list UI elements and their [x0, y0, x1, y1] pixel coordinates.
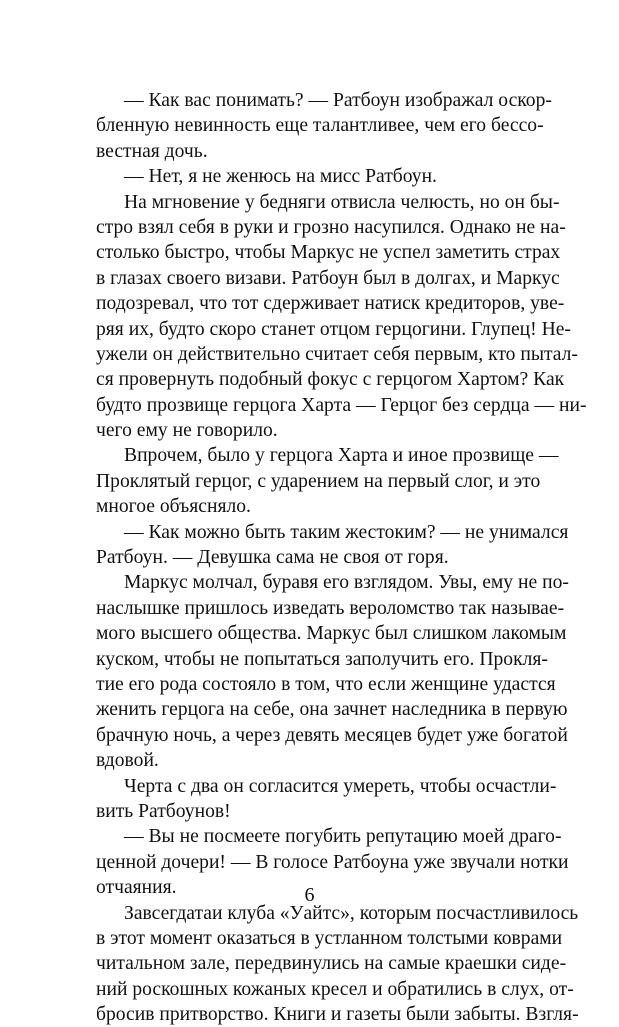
- text-line: бленную невинность еще талантливее, чем его бессо-: [96, 113, 527, 138]
- text-line: ценной дочери! — В голосе Ратбоуна уже звучали нотки: [96, 850, 527, 875]
- text-line: ся провернуть подобный фокус с герцогом Хартом? Как: [96, 367, 527, 392]
- text-line: вдовой.: [96, 748, 527, 773]
- paragraph-7: [96, 774, 527, 825]
- paragraph-5: [96, 520, 527, 571]
- text-line: куском, чтобы не попытаться заполучить его. Прокля-: [96, 647, 527, 672]
- text-line: женить герцога на себе, она зачнет наследника в первую: [96, 697, 527, 722]
- text-line: ужели он действительно считает себя первым, кто пытал-: [96, 342, 527, 367]
- text-line: чего ему не говорило.: [96, 418, 527, 443]
- text-line: На мгновение у бедняги отвисла челюсть, но он бы-: [96, 190, 527, 215]
- text-line: многое объясняло.: [96, 494, 527, 519]
- text-line: — Нет, я не женюсь на мисс Ратбоун.: [96, 164, 527, 189]
- paragraph-2: [96, 164, 527, 189]
- paragraph-6: [96, 570, 527, 773]
- text-line: отчаяния.: [96, 875, 527, 900]
- text-line: подозревал, что тот сдерживает натиск кредиторов, уве-: [96, 291, 527, 316]
- paragraph-9: [96, 901, 527, 1027]
- text-line: вить Ратбоунов!: [96, 799, 527, 824]
- text-line: в глазах своего визави. Ратбоун был в долгах, и Маркус: [96, 266, 527, 291]
- text-line: — Вы не посмеете погубить репутацию моей драго-: [96, 824, 527, 849]
- text-line: Маркус молчал, буравя его взглядом. Увы, ему не по-: [96, 570, 527, 595]
- text-line: ний роскошных кожаных кресел и обратились в слух, от-: [96, 977, 527, 1002]
- text-line: брачную ночь, а через девять месяцев будет уже богатой: [96, 723, 527, 748]
- text-line: — Как можно быть таким жестоким? — не унимался: [96, 520, 527, 545]
- text-line: читальном зале, передвинулись на самые краешки сиде-: [96, 951, 527, 976]
- paragraph-4: [96, 443, 527, 519]
- text-line: — Как вас понимать? — Ратбоун изображал оскор-: [96, 88, 527, 113]
- text-line: столько быстро, чтобы Маркус не успел заметить страх: [96, 240, 527, 265]
- text-line: Ратбоун. — Девушка сама не своя от горя.: [96, 545, 527, 570]
- text-line: Впрочем, было у герцога Харта и иное прозвище —: [96, 443, 527, 468]
- text-line: наслышке пришлось изведать вероломство так называе-: [96, 596, 527, 621]
- text-line: стро взял себя в руки и грозно насупился. Однако не на-: [96, 215, 527, 240]
- paragraph-3: [96, 190, 527, 444]
- text-line: мого высшего общества. Маркус был слишком лакомым: [96, 621, 527, 646]
- text-line: в этот момент оказаться в устланном толстыми коврами: [96, 926, 527, 951]
- text-line: Проклятый герцог, с ударением на первый слог, и это: [96, 469, 527, 494]
- text-line: ряя их, будто скоро станет отцом герцогини. Глупец! Не-: [96, 317, 527, 342]
- page-number: 6: [0, 883, 619, 907]
- text-line: Черта с два он согласится умереть, чтобы осчастли-: [96, 774, 527, 799]
- text-line: тие его рода состояло в том, что если женщине удастся: [96, 672, 527, 697]
- text-line: вестная дочь.: [96, 139, 527, 164]
- text-line: бросив притворство. Книги и газеты были забыты. Взгля-: [96, 1002, 527, 1027]
- paragraph-1: [96, 88, 527, 164]
- text-line: Завсегдатаи клуба «Уайтс», которым посчастливилось: [96, 901, 527, 926]
- text-line: будто прозвище герцога Харта — Герцог без сердца — ни-: [96, 393, 527, 418]
